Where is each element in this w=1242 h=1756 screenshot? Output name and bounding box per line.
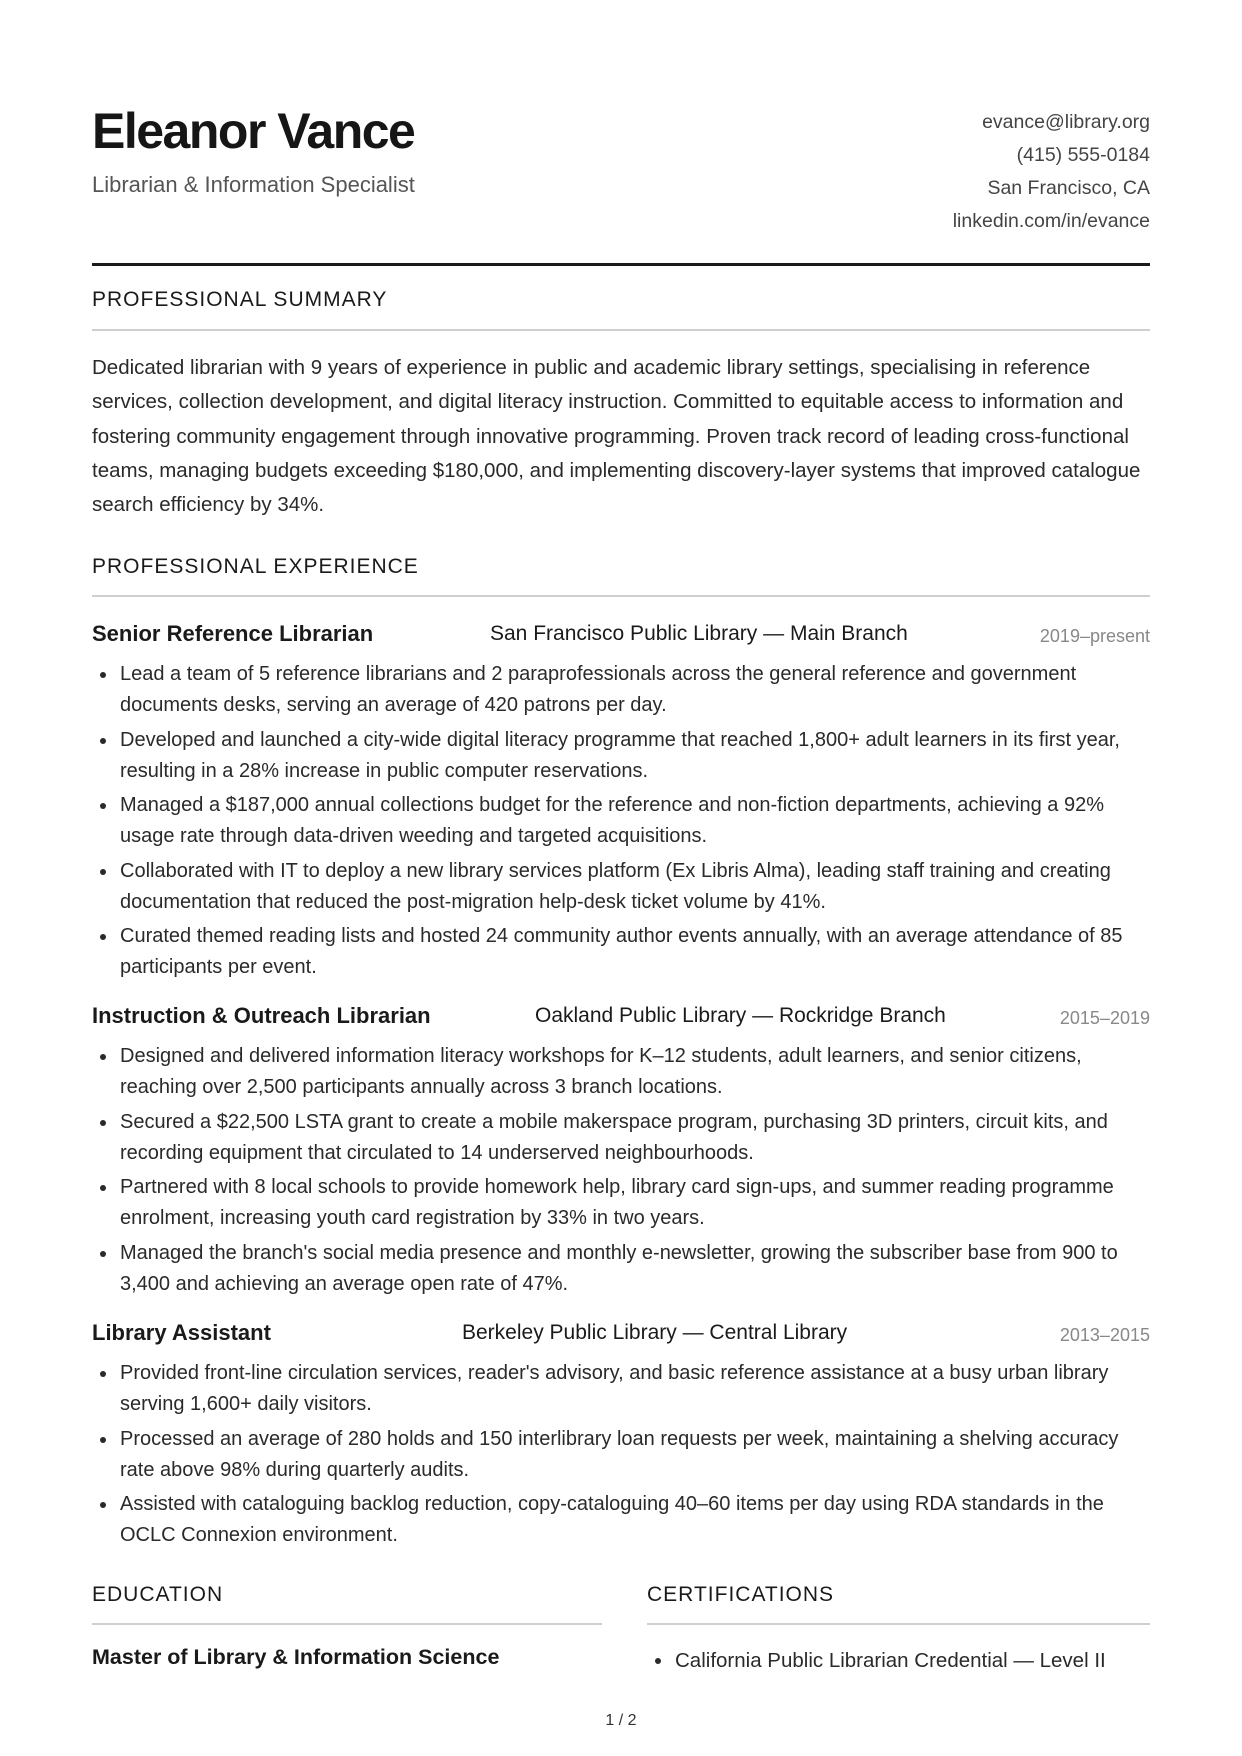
contact-phone: (415) 555-0184: [1016, 144, 1150, 166]
summary-text: Dedicated librarian with 9 years of experience in public and academic library settings, specialising in reference services, collection development, and digital literacy instruction. Committed to equitable access to information and fostering community engagement through innovative programming. Proven track record of leading cross-functional teams, managing budgets exceeding $180,000, and implementing discovery-layer systems that improved catalogue search efficiency by 34%.: [92, 356, 1141, 517]
list-item: Partnered with 8 local schools to provide homework help, library card sign-ups, and summer reading programme enrolment, increasing youth card registration by 33% in two years.: [92, 1172, 1150, 1234]
education-divider: [92, 1623, 602, 1625]
contact-linkedin[interactable]: linkedin.com/in/evance: [952, 210, 1150, 232]
list-item: Collaborated with IT to deploy a new library services platform (Ex Libris Alma), leading staff training and creating documentation that reduced the post-migration help-desk ticket volume by 41%.: [92, 856, 1150, 918]
candidate-name: Eleanor Vance: [92, 103, 415, 159]
list-item: Processed an average of 280 holds and 150 interlibrary loan requests per week, maintaining a shelving accuracy rate above 98% during quarterly audits.: [92, 1424, 1150, 1486]
list-item: Designed and delivered information literacy workshops for K–12 students, adult learners, and senior citizens, reaching over 2,500 participants annually across 3 branch locations.: [92, 1041, 1150, 1103]
list-item: Managed the branch's social media presence and monthly e-newsletter, growing the subscriber base from 900 to 3,400 and achieving an average open rate of 47%.: [92, 1238, 1150, 1300]
contact-block: [953, 110, 1150, 242]
summary-divider: [92, 329, 1150, 331]
certifications-heading: CERTIFICATIONS: [647, 1583, 835, 1606]
list-item: Secured a $22,500 LSTA grant to create a mobile makerspace program, purchasing 3D printers, circuit kits, and recording equipment that circulated to 14 underserved neighbourhoods.: [92, 1107, 1150, 1169]
header-divider: [92, 263, 1150, 266]
list-item: Developed and launched a city-wide digital literacy programme that reached 1,800+ adult learners in its first year, resulting in a 28% increase in public computer reservations.: [92, 725, 1150, 787]
job-bullets: [92, 659, 1150, 987]
job-bullets: [92, 1358, 1150, 1555]
job-dates: 2015–2019: [1059, 1008, 1150, 1028]
job-dates: 2013–2015: [1059, 1325, 1150, 1345]
experience-heading: PROFESSIONAL EXPERIENCE: [92, 555, 419, 578]
list-item: Managed a $187,000 annual collections budget for the reference and non-fiction departments, achieving a 92% usage rate through data-driven weeding and targeted acquisitions.: [92, 790, 1150, 852]
job-organization: San Francisco Public Library — Main Branch: [490, 622, 908, 645]
page-number: 1 / 2: [605, 1712, 637, 1729]
resume-header: [92, 100, 1150, 260]
job-bullets: [92, 1041, 1150, 1303]
list-item: Provided front-line circulation services, reader's advisory, and basic reference assistance at a busy urban library serving 1,600+ daily visitors.: [92, 1358, 1150, 1420]
certifications-divider: [647, 1623, 1150, 1625]
experience-divider: [92, 595, 1150, 597]
job-title: Library Assistant: [92, 1320, 271, 1345]
list-item: Assisted with cataloguing backlog reduction, copy-cataloguing 40–60 items per day using RDA standards in the OCLC Connexion environment.: [92, 1489, 1150, 1551]
certifications-list: [647, 1645, 1150, 1676]
candidate-title: Librarian & Information Specialist: [92, 172, 415, 197]
job-organization: Oakland Public Library — Rockridge Branch: [535, 1004, 946, 1027]
education-heading: EDUCATION: [92, 1583, 224, 1606]
degree-title: Master of Library & Information Science: [92, 1645, 500, 1669]
job-organization: Berkeley Public Library — Central Library: [462, 1321, 848, 1344]
contact-location: San Francisco, CA: [987, 177, 1150, 199]
job-title: Senior Reference Librarian: [92, 621, 374, 646]
job-title: Instruction & Outreach Librarian: [92, 1003, 431, 1028]
summary-heading: PROFESSIONAL SUMMARY: [92, 288, 388, 311]
list-item: Lead a team of 5 reference librarians and 2 paraprofessionals across the general reference and government documents desks, serving an average of 420 patrons per day.: [92, 659, 1150, 721]
list-item: Curated themed reading lists and hosted 24 community author events annually, with an average attendance of 85 participants per event.: [92, 921, 1150, 983]
list-item: California Public Librarian Credential — Level II: [647, 1645, 1150, 1676]
contact-email[interactable]: evance@library.org: [982, 111, 1150, 133]
job-dates: 2019–present: [1039, 626, 1150, 646]
